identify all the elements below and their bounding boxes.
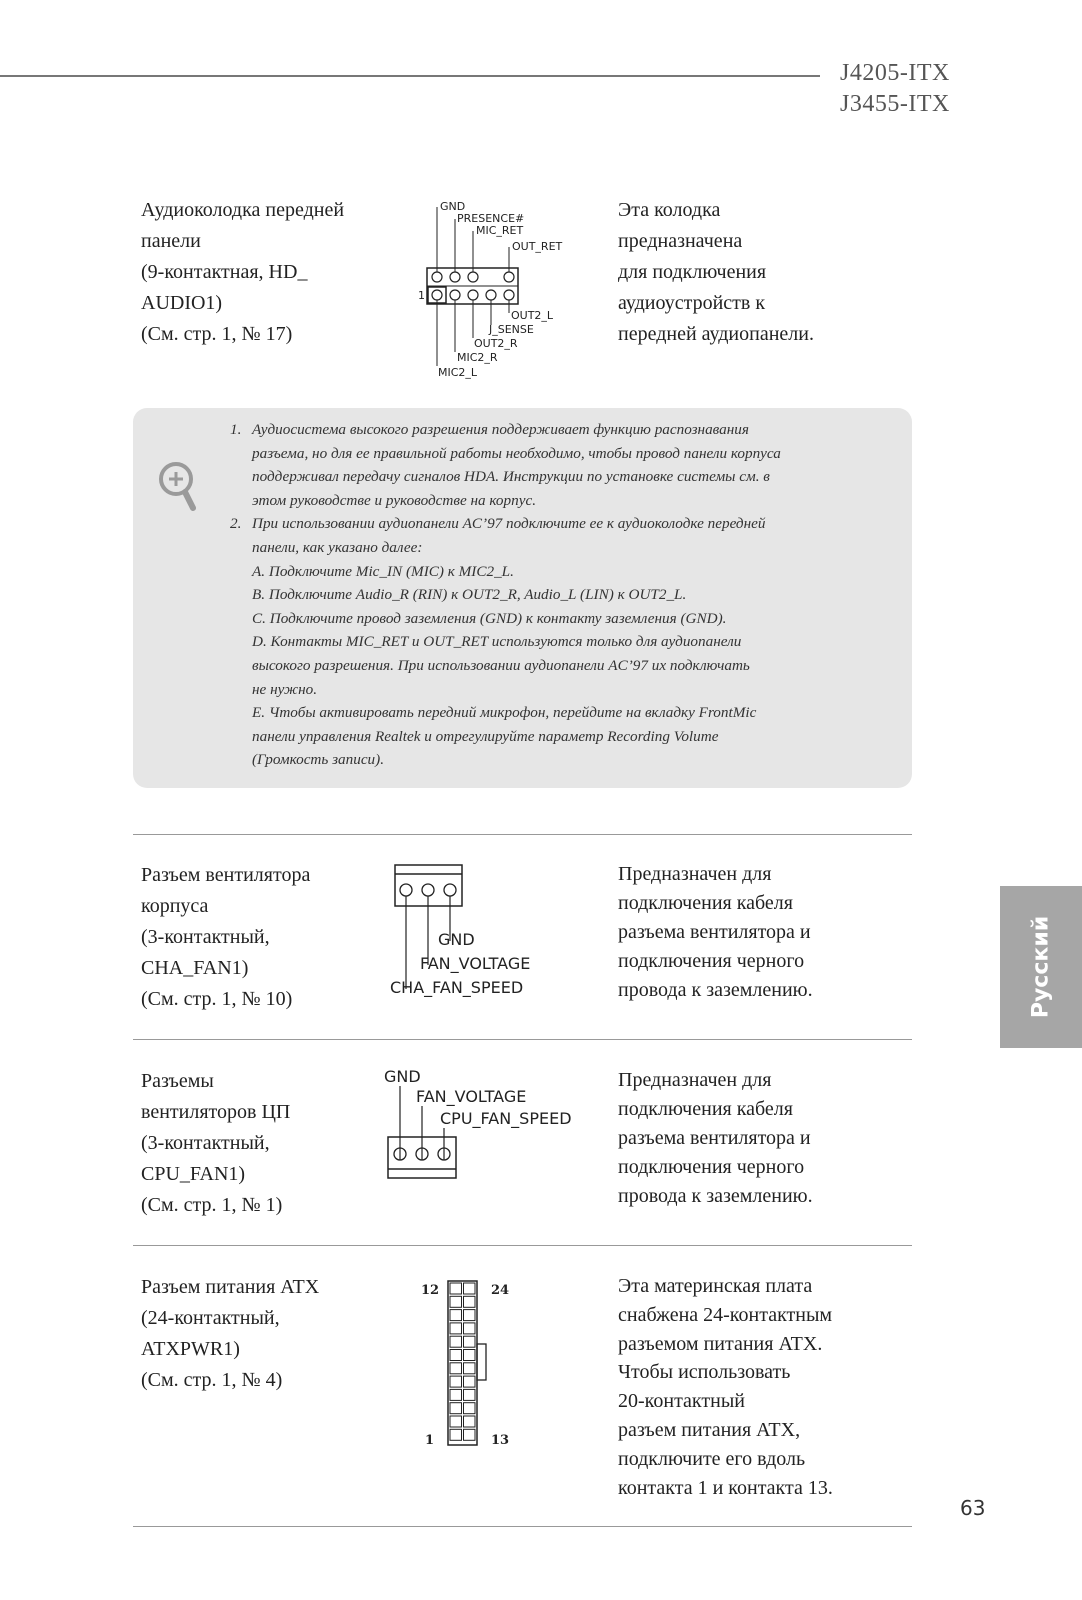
label-pin-1: 1 (425, 1433, 435, 1448)
label-mic2-l: MIC2_L (438, 366, 478, 379)
atx-title (141, 1272, 319, 1396)
atx-latch (477, 1344, 486, 1380)
note-line: Аудиосистема высокого разрешения поддерживает функцию распознавания (252, 421, 749, 438)
atx-pin (464, 1389, 476, 1400)
cpu-fan-title-line: (3-контактный, (141, 1132, 270, 1154)
label-pin-1: 1 (418, 289, 425, 302)
atx-pin (450, 1350, 462, 1361)
atx-pin (450, 1376, 462, 1387)
atx-pin (464, 1429, 476, 1440)
note-line: не нужно. (252, 680, 318, 698)
atx-desc-line: снабжена 24-контактным (618, 1303, 833, 1326)
note-line: панели управления Realtek и отрегулируйте параметр Recording Volume (252, 727, 719, 745)
atx-pin (464, 1403, 476, 1414)
cha-fan-desc-line: подключения черного (618, 950, 805, 972)
note-line: C. Подключите провод заземления (GND) к контакту заземления (GND). (252, 609, 727, 627)
note-line: панели, как указано далее: (252, 538, 423, 556)
label-cha-fan-speed: CHA_FAN_SPEED (390, 978, 524, 997)
model-name-2: J3455-ITX (840, 91, 950, 117)
label-cpu-fan-voltage: FAN_VOLTAGE (416, 1087, 527, 1106)
label-pin-13: 13 (491, 1433, 510, 1448)
atx-title-line: (24-контактный, (141, 1307, 280, 1329)
atx-24pin-diagram (415, 1272, 525, 1452)
note-item (230, 512, 870, 772)
atx-pin (450, 1336, 462, 1347)
cha-fan-title-line: Разъем вентилятора (141, 864, 311, 886)
audio-desc-line: аудиоустройств к (618, 292, 766, 314)
label-cpu-gnd: GND (384, 1067, 421, 1086)
label-cpu-fan-speed: CPU_FAN_SPEED (440, 1109, 572, 1128)
atx-title-line: Разъем питания ATX (141, 1276, 320, 1298)
label-presence: PRESENCE# (457, 212, 525, 225)
label-cha-fan-voltage: FAN_VOLTAGE (420, 954, 531, 973)
cha-fan-title (141, 860, 310, 1015)
atx-desc-line: разъемом питания ATX. (618, 1332, 823, 1355)
atx-pin (464, 1310, 476, 1321)
magnifier-plus-icon (155, 458, 205, 516)
atx-pin (464, 1283, 476, 1294)
cpu-fan-description (618, 1066, 813, 1211)
atx-pin (450, 1283, 462, 1294)
label-j-sense: J_SENSE (489, 323, 534, 336)
atx-pin (450, 1296, 462, 1307)
atx-pin (450, 1429, 462, 1440)
audio-desc-line: предназначена (618, 230, 743, 252)
page-number: 63 (960, 1496, 986, 1520)
atx-desc-line: 20-контактный (618, 1390, 745, 1413)
section-divider (133, 1245, 912, 1246)
cpu-fan-title (141, 1066, 290, 1221)
atx-pin-grid (450, 1283, 475, 1440)
audio-title-line: Аудиоколодка передней (141, 199, 345, 221)
cpu-fan-pin-diagram (380, 1065, 580, 1185)
note-line: E. Чтобы активировать передний микрофон, перейдите на вкладку FrontMic (252, 704, 757, 722)
audio-title-line: (9-контактная, HD_ (141, 261, 308, 283)
atx-pin (450, 1323, 462, 1334)
atx-title-line: (См. стр. 1, № 4) (141, 1369, 283, 1391)
cha-fan-title-line: (См. стр. 1, № 10) (141, 988, 293, 1010)
cha-fan-description (618, 860, 813, 1005)
note-line: поддерживал передачу сигналов HDA. Инструкции по установке системы см. в (252, 468, 770, 486)
label-mic2-r: MIC2_R (457, 351, 498, 364)
note-line: D. Контакты MIC_RET и OUT_RET используются только для аудиопанели (252, 633, 742, 651)
note-line: B. Подключите Audio_R (RIN) к OUT2_R, Audio_L (LIN) к OUT2_L. (252, 586, 687, 604)
atx-desc-line: подключите его вдоль (618, 1447, 806, 1470)
language-side-tab-label: Русский (1028, 915, 1054, 1019)
atx-desc-line: контакта 1 и контакта 13. (618, 1476, 833, 1499)
atx-title-line: ATXPWR1) (141, 1338, 240, 1360)
audio-desc-line: Эта колодка (618, 199, 721, 221)
cpu-fan-title-line: вентиляторов ЦП (141, 1101, 291, 1123)
section-divider (133, 1039, 912, 1040)
cpu-fan-title-line: Разъемы (141, 1070, 214, 1092)
atx-pin (464, 1323, 476, 1334)
cpu-fan-desc-line: Предназначен для (618, 1069, 772, 1091)
atx-desc-line: Эта материнская плата (618, 1275, 813, 1297)
note-line: При использовании аудиопанели AC’97 подключите ее к аудиоколодке передней (252, 515, 766, 533)
model-name-1: J4205-ITX (840, 60, 950, 86)
cha-fan-desc-line: подключения кабеля (618, 892, 793, 914)
label-out2-l: OUT2_L (511, 309, 554, 322)
atx-desc-line: разъем питания ATX, (618, 1418, 801, 1441)
cha-fan-title-line: (3-контактный, (141, 926, 270, 948)
atx-pin (464, 1416, 476, 1427)
audio-title (141, 195, 344, 350)
atx-pin (464, 1376, 476, 1387)
atx-pin (464, 1336, 476, 1347)
atx-pin (450, 1389, 462, 1400)
language-side-tab (1000, 886, 1082, 1048)
note-line: (Громкость записи). (252, 751, 385, 769)
label-pin-12: 12 (421, 1283, 440, 1298)
audio-title-line: (См. стр. 1, № 17) (141, 323, 293, 345)
label-out2-r: OUT2_R (474, 337, 518, 350)
note-number: 2. (230, 515, 242, 533)
atx-pin (464, 1363, 476, 1374)
label-pin-24: 24 (491, 1283, 510, 1298)
cpu-fan-desc-line: провода к заземлению. (618, 1185, 813, 1207)
atx-description (618, 1272, 833, 1502)
cpu-fan-desc-line: разъема вентилятора и (618, 1127, 811, 1149)
atx-pin (464, 1296, 476, 1307)
note-item (230, 418, 870, 512)
cpu-fan-desc-line: подключения кабеля (618, 1098, 793, 1120)
atx-pin (464, 1350, 476, 1361)
section-divider (133, 1526, 912, 1527)
cha-fan-desc-line: разъема вентилятора и (618, 921, 811, 943)
cha-fan-pin-diagram (385, 862, 555, 1002)
note-line: A. Подключите Mic_IN (MIC) к MIC2_L. (252, 562, 514, 580)
note-line: этом руководстве и руководстве на корпус. (252, 491, 536, 509)
atx-pin (450, 1416, 462, 1427)
cpu-fan-title-line: CPU_FAN1) (141, 1163, 246, 1185)
audio-title-line: AUDIO1) (141, 292, 223, 314)
notes-list (230, 418, 870, 772)
hd-audio-pin-diagram (400, 195, 590, 385)
note-number: 1. (230, 421, 242, 438)
atx-desc-line: Чтобы использовать (618, 1361, 791, 1384)
label-mic-ret: MIC_RET (476, 224, 524, 237)
audio-title-line: панели (141, 230, 201, 252)
cha-fan-title-line: CHA_FAN1) (141, 957, 249, 979)
section-divider (133, 834, 912, 835)
atx-pin (450, 1310, 462, 1321)
atx-pin (450, 1403, 462, 1414)
note-line: высокого разрешения. При использовании аудиопанели AC’97 их подключать (252, 656, 750, 674)
audio-desc-line: для подключения (618, 261, 767, 283)
cha-fan-desc-line: провода к заземлению. (618, 979, 813, 1001)
cha-fan-title-line: корпуса (141, 895, 209, 917)
cha-fan-desc-line: Предназначен для (618, 863, 772, 885)
audio-description (618, 195, 814, 350)
cpu-fan-desc-line: подключения черного (618, 1156, 805, 1178)
atx-pin (450, 1363, 462, 1374)
cpu-fan-title-line: (См. стр. 1, № 1) (141, 1194, 283, 1216)
header-rule (0, 75, 820, 77)
audio-desc-line: передней аудиопанели. (618, 323, 814, 345)
label-cha-gnd: GND (438, 930, 475, 949)
note-line: разъема, но для ее правильной работы необходимо, чтобы провод панели корпуса (252, 444, 781, 462)
label-out-ret: OUT_RET (512, 240, 563, 253)
label-gnd: GND (440, 200, 466, 213)
